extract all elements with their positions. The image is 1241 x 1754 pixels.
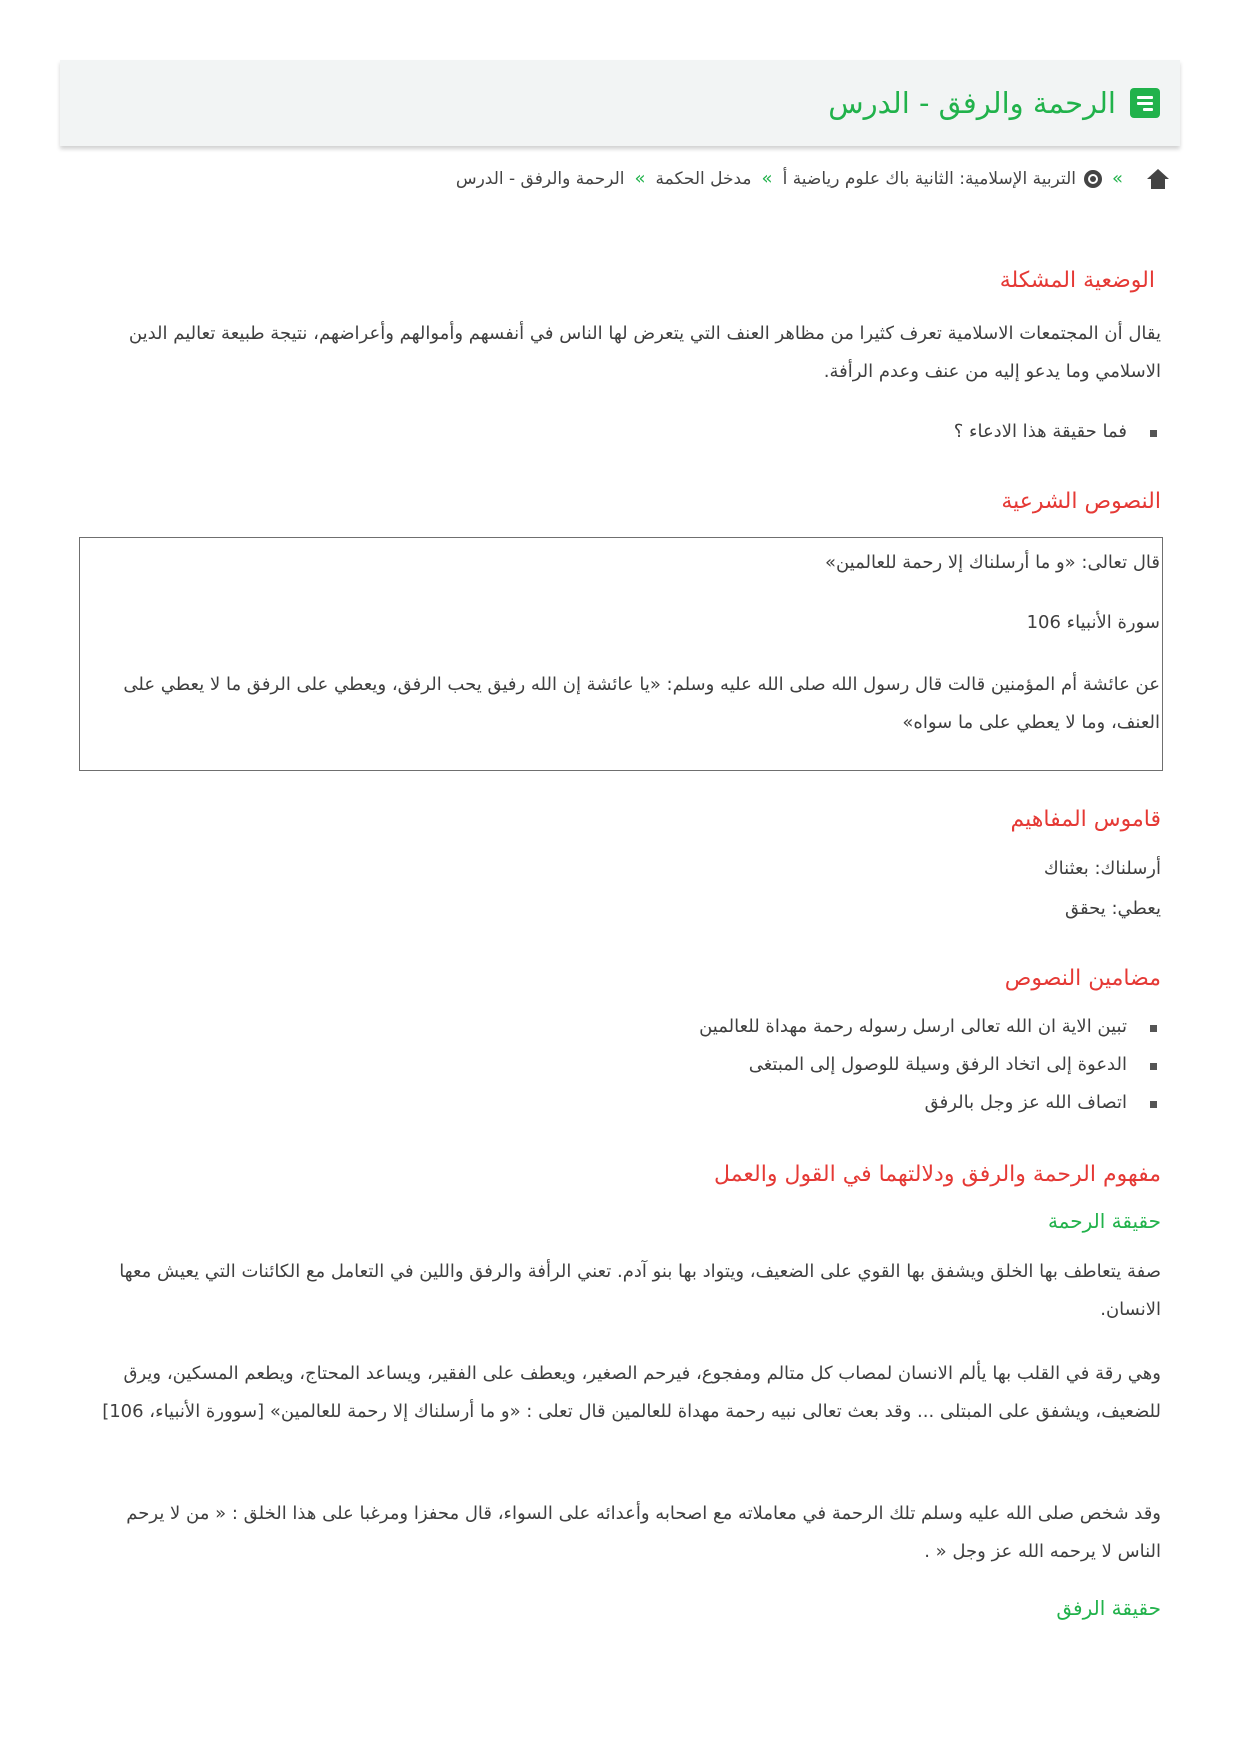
section-title-contents: مضامين النصوص [1004, 966, 1161, 991]
contents-list [699, 1008, 1161, 1122]
subsection-title-mercy: حقيقة الرحمة [1047, 1209, 1161, 1233]
breadcrumb [121, 168, 1181, 189]
list-item: اتصاف الله عز وجل بالرفق [699, 1084, 1161, 1122]
quote-box [79, 537, 1163, 771]
document-icon [1130, 88, 1160, 118]
list-item: الدعوة إلى اتخاد الرفق وسيلة للوصول إلى المبتغى [699, 1046, 1161, 1084]
glossary-term: أرسلناك: بعثناك [1043, 858, 1161, 879]
subsection-title-gentleness: حقيقة الرفق [1056, 1596, 1161, 1620]
glossary-term: يعطي: يحقق [1065, 898, 1161, 919]
section-title-concept: مفهوم الرحمة والرفق ودلالتهما في القول والعمل [714, 1162, 1161, 1187]
gear-icon [1084, 170, 1102, 188]
breadcrumb-separator: » [1111, 168, 1123, 189]
section-title-texts: النصوص الشرعية [1001, 489, 1161, 514]
breadcrumb-item-unit[interactable]: مدخل الحكمة [655, 168, 752, 189]
mercy-paragraph-1: صفة يتعاطف بها الخلق ويشفق بها القوي على الضعيف، ويتواد بها بنو آدم. تعني الرأفة والرفق واللين في التعامل مع الكائنات التي يعيش معها الانسان. [119, 1261, 1161, 1320]
mercy-paragraph-3: وقد شخص صلى الله عليه وسلم تلك الرحمة في معاملاته مع اصحابه وأعدائه على السواء، قال محفزا ومرغبا على هذا الخلق : « من لا يرحم الناس لا يرحمه الله عز وجل « . [126, 1503, 1161, 1562]
section-title-problem: الوضعية المشكلة [999, 268, 1155, 293]
breadcrumb-item-subject[interactable]: التربية الإسلامية: الثانية باك علوم رياضية أ [782, 168, 1076, 189]
page-header [60, 60, 1180, 146]
page-title: الرحمة والرفق - الدرس [828, 86, 1116, 120]
hadith-text: عن عائشة أم المؤمنين قالت قال رسول الله صلى الله عليه وسلم: «يا عائشة إن الله رفيق يحب الرفق، ويعطي على الرفق ما لا يعطي على العنف، وما لا يعطي على ما سواه» [123, 674, 1160, 733]
list-item: تبين الاية ان الله تعالى ارسل رسوله رحمة مهداة للعالمين [699, 1008, 1161, 1046]
problem-question-list [954, 413, 1161, 451]
mercy-paragraph-2: وهي رقة في القلب بها يألم الانسان لمصاب كل متالم ومفجوع، فيرحم الصغير، ويعطف على الفقير، ويساعد المحتاج، ويطعم المسكين، ويرق للضعيف، ويشفق على المبتلى ... وقد بعث تعالى نبيه رحمة مهداة للعالمين قال تعلى : «و ما أرسلناك إلا رحمة للعالمين» [سوورة الأنبياء، 106] [102, 1363, 1161, 1422]
home-icon[interactable] [1147, 169, 1169, 189]
problem-text: يقال أن المجتمعات الاسلامية تعرف كثيرا من مظاهر العنف التي يتعرض لها الناس في أنفسهم وأموالهم وأعراضهم، نتيجة طبيعة تعاليم الدين الاسلامي وما يدعو إليه من عنف وعدم الرأفة. [128, 323, 1161, 382]
breadcrumb-separator: » [634, 168, 646, 189]
verse-reference: سورة الأنبياء 106 [1026, 612, 1160, 633]
verse-text: قال تعالى: «و ما أرسلناك إلا رحمة للعالمين» [824, 552, 1160, 573]
section-title-glossary: قاموس المفاهيم [1010, 807, 1161, 832]
breadcrumb-separator: » [761, 168, 773, 189]
list-item: فما حقيقة هذا الادعاء ؟ [954, 413, 1161, 451]
breadcrumb-item-current: الرحمة والرفق - الدرس [455, 168, 625, 189]
